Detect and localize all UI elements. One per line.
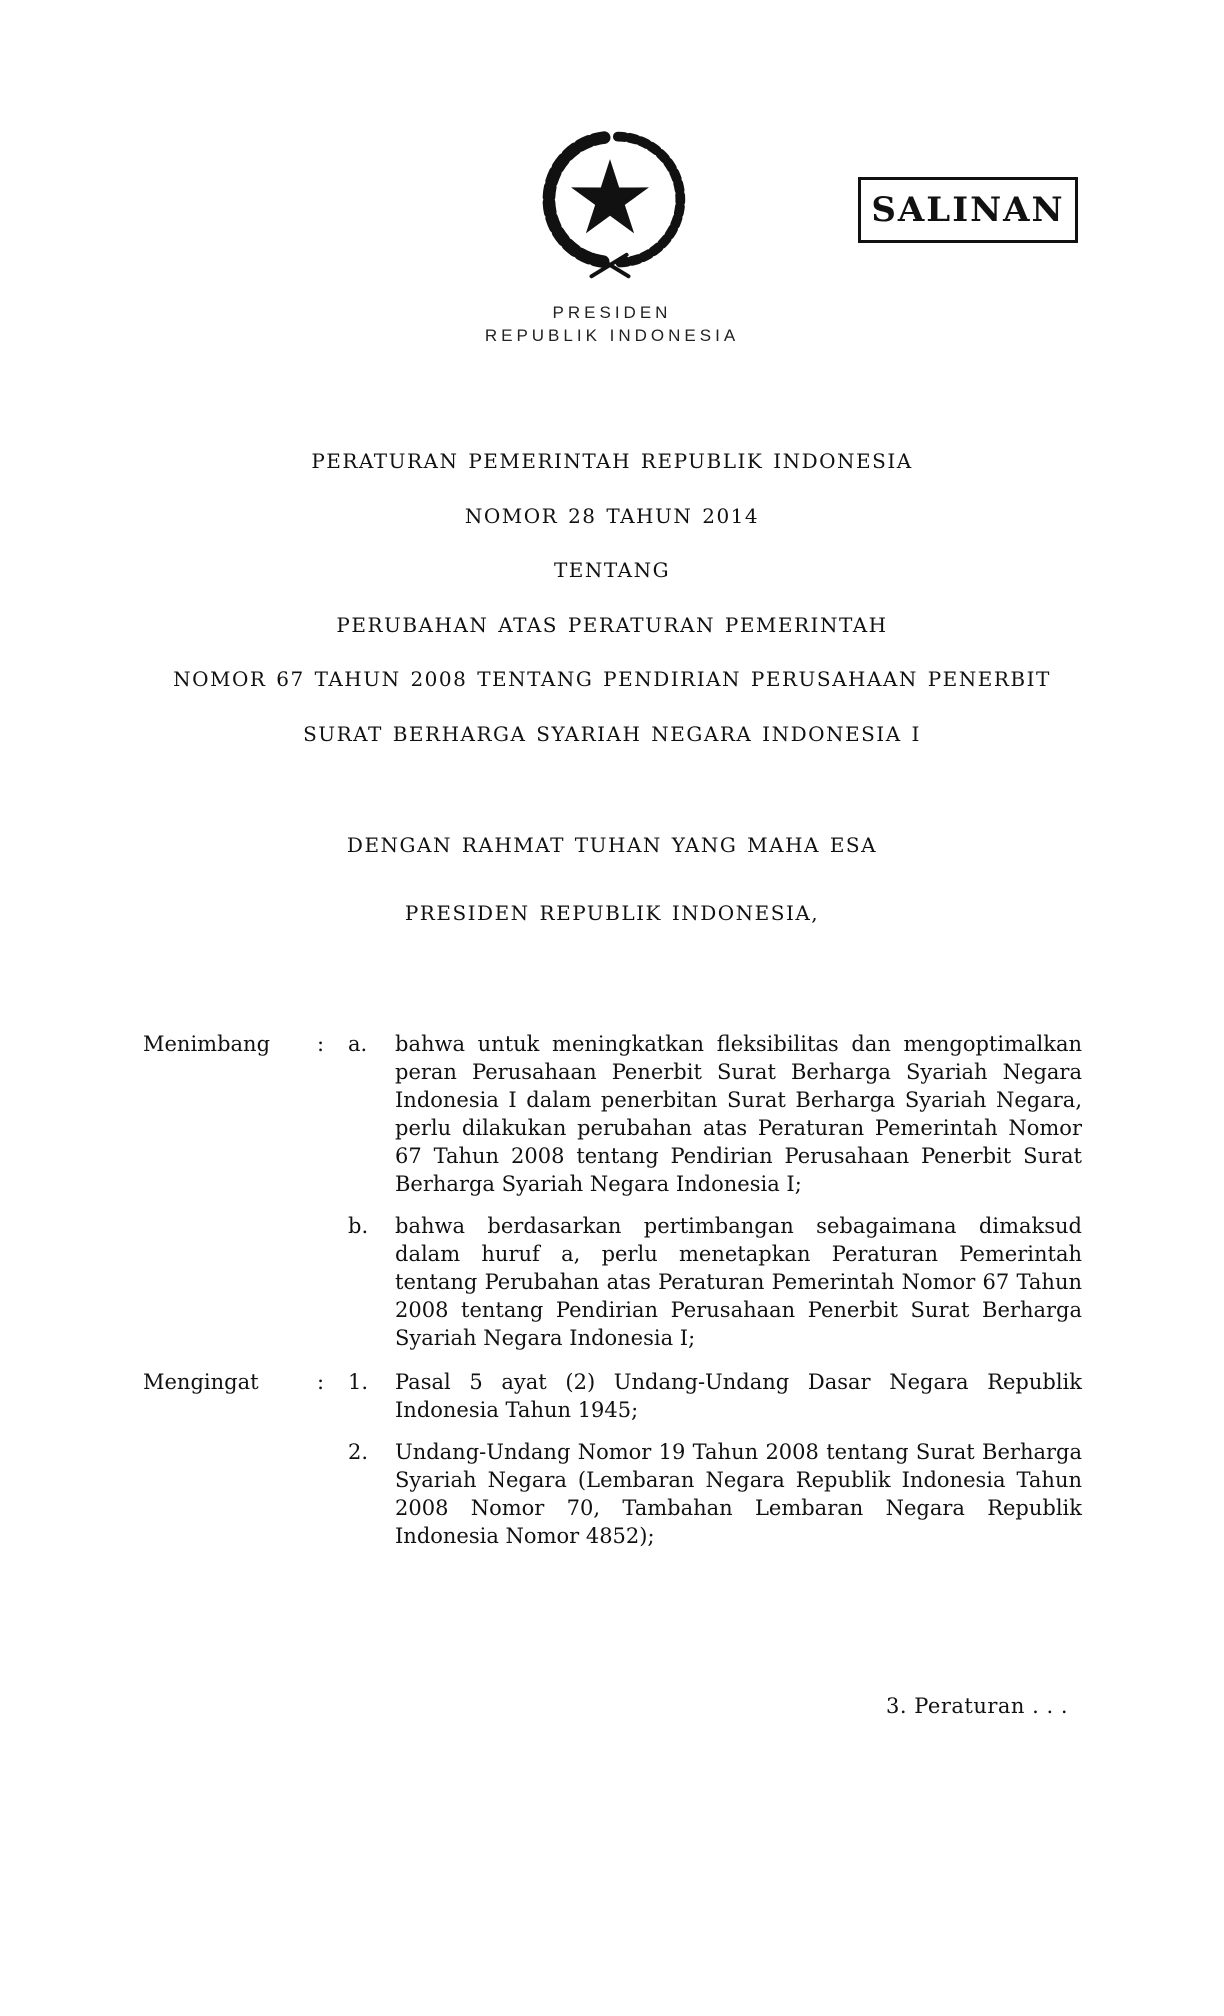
state-emblem-icon: [527, 120, 693, 290]
title-line-3: TENTANG: [553, 558, 671, 583]
salinan-stamp-label: SALINAN: [871, 190, 1065, 230]
legal-basis-separator: :: [317, 1370, 325, 1394]
spacer-label: [143, 1212, 317, 1352]
considerations-text-b: bahwa berdasarkan pertimbangan sebagaimana dimaksud dalam huruf a, perlu menetapkan Peraturan Pemerintah tentang Perubahan atas Peraturan Pemerintah Nomor 67 Tahun 2008 tentang Pendirian Perusahaan Penerbit Surat Berharga Syariah Negara Indonesia I;: [395, 1214, 1082, 1350]
legal-basis-label: Mengingat: [143, 1370, 259, 1394]
legal-basis-text-2: Undang-Undang Nomor 19 Tahun 2008 tentang Surat Berharga Syariah Negara (Lembaran Negara Republik Indonesia Tahun 2008 Nomor 70, Tambahan Lembaran Negara Republik Indonesia Nomor 4852);: [395, 1440, 1082, 1548]
title-line-5: NOMOR 67 TAHUN 2008 TENTANG PENDIRIAN PERUSAHAAN PENERBIT: [173, 667, 1051, 692]
considerations-label: Menimbang: [143, 1032, 271, 1056]
title-line-4: PERUBAHAN ATAS PERATURAN PEMERINTAH: [336, 612, 888, 637]
letterhead: [0, 301, 1224, 347]
spacer-colon: [317, 1438, 348, 1550]
regulation-title: [0, 434, 1224, 761]
catchword: 3. Peraturan . . .: [886, 1694, 1068, 1718]
legal-basis-item-1: [143, 1368, 1082, 1424]
legal-basis-marker-2: 2.: [348, 1440, 369, 1464]
considerations-separator: :: [317, 1032, 325, 1056]
legal-basis-marker-1: 1.: [348, 1370, 369, 1394]
legal-basis-text-1: Pasal 5 ayat (2) Undang-Undang Dasar Negara Republik Indonesia Tahun 1945;: [395, 1370, 1082, 1422]
legal-basis-item-2: [143, 1438, 1082, 1550]
spacer-colon: [317, 1212, 348, 1352]
letterhead-line-republik-indonesia: REPUBLIK INDONESIA: [484, 326, 740, 345]
document-body: [143, 1030, 1082, 1564]
authority-line: PRESIDEN REPUBLIK INDONESIA,: [404, 901, 820, 925]
title-line-2: NOMOR 28 TAHUN 2014: [464, 503, 760, 528]
salinan-stamp: [858, 177, 1078, 243]
invocation-line: DENGAN RAHMAT TUHAN YANG MAHA ESA: [346, 833, 878, 857]
title-line-6: SURAT BERHARGA SYARIAH NEGARA INDONESIA I: [303, 721, 921, 746]
considerations-item-a: [143, 1030, 1082, 1198]
considerations-text-a: bahwa untuk meningkatkan fleksibilitas dan mengoptimalkan peran Perusahaan Penerbit Surat Berharga Syariah Negara Indonesia I dalam penerbitan Surat Berharga Syariah Negara, perlu dilakukan perubahan atas Peraturan Pemerintah Nomor 67 Tahun 2008 tentang Pendirian Perusahaan Penerbit Surat Berharga Syariah Negara Indonesia I;: [395, 1032, 1082, 1196]
letterhead-line-presiden: PRESIDEN: [552, 303, 672, 322]
spacer-label: [143, 1438, 317, 1550]
considerations-marker-b: b.: [348, 1214, 369, 1238]
considerations-marker-a: a.: [348, 1032, 368, 1056]
considerations-item-b: [143, 1212, 1082, 1352]
title-line-1: PERATURAN PEMERINTAH REPUBLIK INDONESIA: [311, 449, 913, 474]
